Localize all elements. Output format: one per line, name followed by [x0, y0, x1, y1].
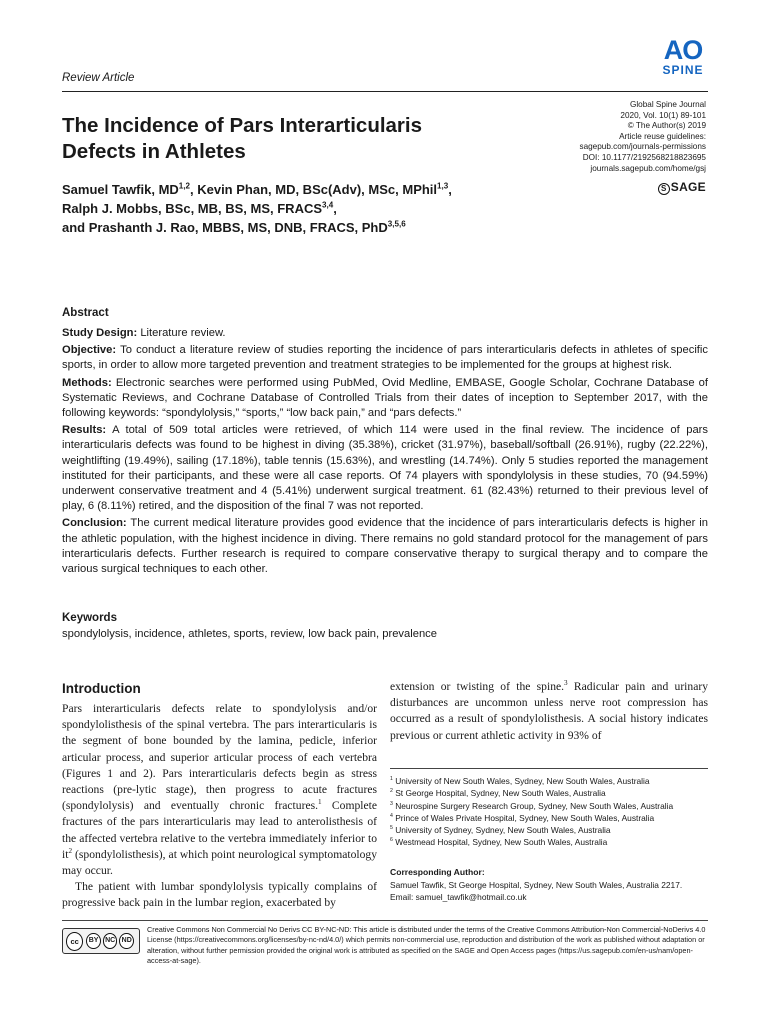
- affiliation-number: 4: [390, 813, 393, 820]
- affiliation-list: [390, 775, 708, 849]
- intro-text: (spondylolisthesis), at which point neurological symptomatology may occur.: [62, 847, 377, 878]
- affiliation-item: [390, 787, 708, 799]
- noderivs-icon: ND: [119, 933, 134, 949]
- abstract-label: Study Design:: [62, 327, 138, 339]
- abstract-study-design: [62, 326, 708, 341]
- abstract-results: [62, 423, 708, 514]
- corresponding-author-address: Samuel Tawfik, St George Hospital, Sydney, New South Wales, Australia 2217.: [390, 880, 683, 890]
- abstract-label: Results:: [62, 424, 107, 437]
- affiliation-item: [390, 812, 708, 824]
- doi[interactable]: DOI: 10.1177/2192568218823695: [582, 152, 706, 162]
- abstract-heading: Abstract: [62, 307, 109, 319]
- affiliation-item: [390, 775, 708, 787]
- affiliation-text: University of New South Wales, Sydney, New South Wales, Australia: [395, 776, 650, 786]
- affiliation-text: Neurospine Surgery Research Group, Sydney, New South Wales, Australia: [395, 800, 674, 811]
- author-name: Ralph J. Mobbs, BSc, MB, BS, MS, FRACS: [62, 201, 323, 216]
- header-divider: [62, 91, 708, 92]
- abstract-methods: [62, 376, 708, 422]
- affiliation-number: 3: [390, 800, 393, 807]
- affiliation-number: 6: [390, 837, 393, 844]
- reuse-guidelines-label: Article reuse guidelines:: [619, 131, 706, 141]
- author-separator: ,: [448, 182, 452, 197]
- corresponding-author-heading: Corresponding Author:: [390, 867, 485, 877]
- keywords-list: spondylolysis, incidence, athletes, sports, review, low back pain, prevalence: [62, 628, 437, 640]
- cc-icon: cc: [66, 932, 83, 951]
- abstract-objective: [62, 343, 708, 373]
- affiliation-text: University of Sydney, Sydney, New South Wales, Australia: [395, 825, 611, 836]
- body-column-left: [62, 701, 377, 912]
- intro-text: Pars interarticularis defects relate to spondylolysis and/or spondylolisthesis of the spinal vertebra. The pars interarticularis is the segment of bone bounded by the lamina, pedicle, inferior articular process, and superior articular process of each vertebra (Figures 1 and 2). Pars interarticularis defects begin as stress reactions (pre-lytic stage), then progress to acute fractures (spondylolysis) and eventually chronic fractures.: [62, 702, 377, 813]
- author-separator: ,: [189, 182, 198, 197]
- license-text: Creative Commons Non Commercial No Derivs CC BY-NC-ND: This article is distributed under the terms of the Creative Commons Attribution-Non Commercial-NoDerivs 4.0 License (https://creativecommons.org/licenses/by-nc-nd/4.0/) which permits non-commercial use, reproduction and distribution of the work as published without adaptation or alteration, without further permission provided the original work is attributed as specified on the SAGE and Open Access pages (https://us.sagepub.com/en-us/nam/open-access-at-sage).: [147, 925, 706, 966]
- affiliation-item: [390, 824, 708, 836]
- intro-text: Radicular pain and urinary disturbances are uncommon unless nerve root compression has occurred as a result of spondylolisthesis. A social history indicates previous or current athletic activity in 93% of: [390, 680, 709, 742]
- journal-homepage-link[interactable]: journals.sagepub.com/home/gsj: [590, 163, 706, 173]
- footer-divider: [62, 920, 708, 921]
- intro-text: Complete fractures of the pars interarticularis may lead to anterolisthesis of the affected vertebra relative to the vertebra immediately inferior to it: [62, 799, 377, 861]
- author-affiliation-ref: 1,2: [178, 181, 190, 191]
- intro-paragraph: The patient with lumbar spondylolysis typically complains of progressive back pain in the lumbar region, exacerbated by: [62, 880, 377, 910]
- ao-spine-logo: [652, 36, 714, 77]
- affiliation-text: St George Hospital, Sydney, New South Wales, Australia: [395, 788, 606, 799]
- sage-icon: S: [658, 183, 670, 195]
- abstract-text: The current medical literature provides good evidence that the incidence of pars interarticularis defects is higher in the athletic population, with the highest incidence in diving. There remains no gold standard protocol for the management of pars interarticularis defects. Further research is required to compare conservative therapy to surgical therapy and to compare the various surgical techniques to each other.: [62, 517, 708, 576]
- keywords-heading: Keywords: [62, 612, 117, 624]
- affiliation-divider: [390, 768, 708, 769]
- citation-ref[interactable]: 3: [564, 679, 568, 688]
- abstract-label: Methods:: [62, 376, 112, 389]
- attribution-icon: BY: [86, 933, 101, 949]
- introduction-heading: Introduction: [62, 681, 141, 696]
- journal-volume: 2020, Vol. 10(1) 89-101: [620, 110, 706, 120]
- author-affiliation-ref: 3,5,6: [387, 219, 406, 229]
- author-list: [62, 180, 562, 237]
- abstract-text: To conduct a literature review of studies reporting the incidence of pars interarticularis defects in athletes of specific sports, in order to allow more targeted prevention and treatment strategies to be implemented for the groups at highest risk.: [62, 344, 708, 372]
- logo-subtitle: SPINE: [662, 63, 704, 77]
- article-type: Review Article: [62, 72, 135, 84]
- author-name: Samuel Tawfik, MD: [62, 182, 179, 197]
- affiliation-item: [390, 800, 708, 812]
- affiliation-text: Prince of Wales Private Hospital, Sydney, New South Wales, Australia: [395, 812, 655, 823]
- creative-commons-badge[interactable]: [62, 928, 140, 954]
- abstract-text: Electronic searches were performed using PubMed, Ovid Medline, EMBASE, Google Scholar, Cochrane Database of Systematic Reviews, and Cochrane Database of Controlled Trials from their dates of inception to September 2017, with the following keywords: “spondylolysis,” “sports,” “low back pain,” and “pars defects.”: [62, 376, 708, 420]
- citation-ref[interactable]: 1: [318, 798, 322, 807]
- body-column-right: [390, 679, 708, 744]
- author-name: Kevin Phan, MD, BSc(Adv), MSc, MPhil: [197, 182, 438, 197]
- abstract-label: Objective:: [62, 344, 117, 357]
- affiliation-number: 5: [390, 825, 393, 832]
- article-title: The Incidence of Pars Interarticularis Defects in Athletes: [62, 114, 423, 163]
- permissions-link[interactable]: sagepub.com/journals-permissions: [579, 142, 706, 152]
- abstract-label: Conclusion:: [62, 517, 127, 530]
- abstract-conclusion: [62, 516, 708, 577]
- noncommercial-icon: NC: [103, 933, 118, 949]
- copyright: © The Author(s) 2019: [627, 121, 706, 131]
- sage-logo: [658, 180, 706, 195]
- affiliation-item: [390, 836, 708, 848]
- author-affiliation-ref: 1,3: [437, 181, 449, 191]
- affiliation-number: 1: [390, 776, 393, 783]
- abstract-text: A total of 509 total articles were retrieved, of which 114 were used in the final review. The incidence of pars interarticularis defects was found to be highest in diving (35.38%), cricket (31.97%), baseball/softball (26.91%), rugby (22.22%), weightlifting (19.49%), sailing (17.18%), table tennis (15.63%), and wrestling (14.74%). Only 5 studies reported the management instituted for their participants, and these were all case reports. Of 74 players with spondylolysis in these studies, 70 (94.59%) underwent conservative treatment and 4 (5.41%) underwent surgical treatment. 61 (82.43%) returned to their previous level of play, 6 (8.11%) retired, and the disposition of the final 7 was not reported.: [62, 424, 708, 513]
- affiliation-number: 2: [390, 788, 393, 795]
- intro-paragraph: [62, 701, 377, 879]
- citation-ref[interactable]: 2: [68, 846, 73, 855]
- affiliation-text: Westmead Hospital, Sydney, New South Wales, Australia: [395, 837, 608, 848]
- intro-text: extension or twisting of the spine.: [390, 680, 565, 693]
- journal-name: Global Spine Journal: [629, 100, 706, 109]
- journal-info: [496, 100, 706, 174]
- abstract-text: Literature review.: [137, 327, 226, 339]
- logo-mark: AO: [663, 35, 703, 65]
- author-separator: ,: [333, 201, 337, 216]
- publisher-name: SAGE: [670, 180, 706, 194]
- corresponding-author-email[interactable]: Email: samuel_tawfik@hotmail.co.uk: [390, 891, 527, 902]
- author-name: and Prashanth J. Rao, MBBS, MS, DNB, FRACS, PhD: [62, 220, 388, 235]
- abstract-body: [62, 326, 708, 579]
- author-affiliation-ref: 3,4: [322, 200, 334, 210]
- corresponding-author-details: [390, 880, 708, 903]
